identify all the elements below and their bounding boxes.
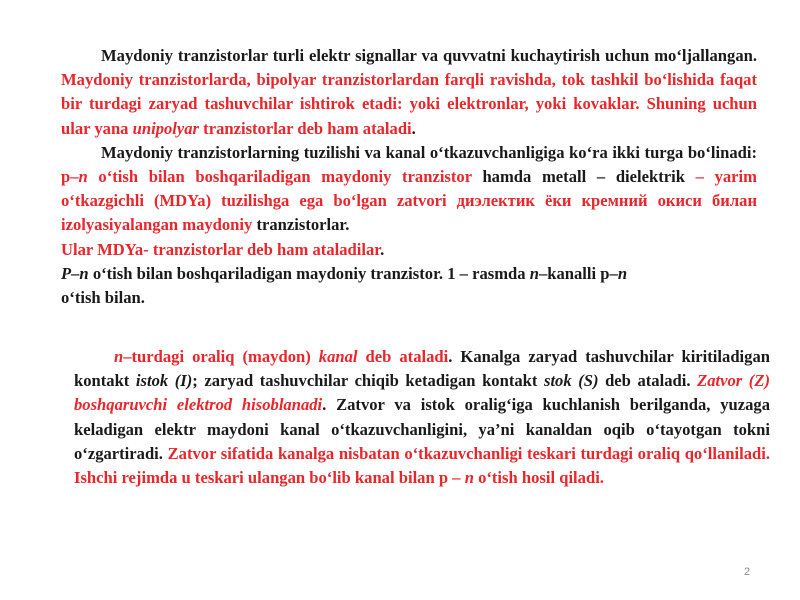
text-run: –kanalli p–: [538, 263, 618, 283]
text-run-highlight: Zatvor (Z) boshqaruvchi elektrod hisoblanadi: [74, 371, 770, 415]
paragraph-intro: [61, 44, 757, 141]
text-block-main: [61, 44, 757, 310]
text-run: o‘tish bilan.: [61, 288, 145, 308]
text-run-highlight: Maydoniy tranzistorlarda, bipolyar tranzistorlardan farqli ravishda, tok tashkil bo‘lishida faqat bir turdagi zaryad tashuvchilar ishtirok etadi: yoki elektronlar, yoki kovaklar. Shuning uchun ular yana: [61, 70, 757, 138]
text-run-highlight: Ular MDYa- tranzistorlar deb ham ataladilar: [61, 239, 381, 259]
page-number: 2: [744, 566, 751, 578]
paragraph-definitions: [74, 345, 770, 490]
paragraph-types: [61, 141, 757, 262]
text-run-highlight: deb ataladi: [357, 347, 449, 366]
text-run-highlight: n: [78, 167, 88, 187]
text-run: . Zatvor va istok oralig‘iga kuchlanish berilganda, yuzaga keladigan elektr maydoni kanal o‘tkazuvchanligini, ya’ni kanaldan oqib o‘tayotgan tokni o‘zgartiradi.: [74, 395, 770, 463]
text-run-highlight: tranzistorlar deb ham ataladi: [199, 118, 412, 138]
text-block-definition: [74, 345, 770, 490]
text-run: hamda metall – dielektrik: [471, 167, 696, 187]
text-run: Maydoniy tranzistorlarning tuzilishi va kanal o‘tkazuvchanligiga ko‘ra ikki turga bo‘linadi:: [101, 142, 757, 162]
text-run: .: [380, 239, 385, 259]
text-run: Maydoniy tranzistorlar turli elektr signallar va quvvatni kuchaytirish uchun mo‘ljallangan.: [101, 46, 757, 65]
text-run: n: [617, 263, 628, 283]
text-run: tranzistorlar.: [252, 215, 350, 235]
text-run-highlight: –turdagi oraliq (maydon): [123, 347, 319, 366]
text-run: .: [411, 118, 416, 138]
text-run: P–n: [61, 263, 89, 283]
text-run-highlight: – yarim o‘tkazgichli (MDYa) tuzilishga ega bo‘lgan zatvori диэлектик ёки кремний окиси билан izolyasiyalangan maydoniy: [61, 167, 757, 235]
text-run-highlight: Zatvor sifatida kanalga nisbatan o‘tkazuvchanligi teskari turdagi oraliq qo‘llaniladi. Ishchi rejimda u teskari ulangan bo‘lib kanal bilan p –: [74, 443, 770, 488]
text-run-highlight: o‘tish hosil qiladi.: [473, 468, 604, 488]
text-run: . Kanalga zaryad tashuvchilar kiritiladigan kontakt: [74, 347, 770, 391]
text-run-highlight: p–: [61, 167, 79, 187]
text-run-highlight: kanal: [318, 347, 358, 366]
text-run: o‘tish bilan boshqariladigan maydoniy tranzistor. 1 – rasmda: [88, 263, 530, 283]
text-run: istok (I): [135, 371, 193, 391]
text-run: deb ataladi.: [598, 371, 698, 391]
text-run-highlight: n: [464, 468, 474, 488]
text-run: stok (S): [543, 371, 599, 391]
text-run-highlight: n: [114, 347, 124, 366]
text-run: n: [529, 263, 539, 283]
paragraph-heading: [61, 262, 757, 310]
text-run-highlight: unipolyar: [132, 118, 200, 138]
text-run: ; zaryad tashuvchilar chiqib ketadigan kontakt: [192, 371, 544, 391]
text-run-highlight: o‘tish bilan boshqariladigan maydoniy tranzistor: [87, 167, 472, 187]
